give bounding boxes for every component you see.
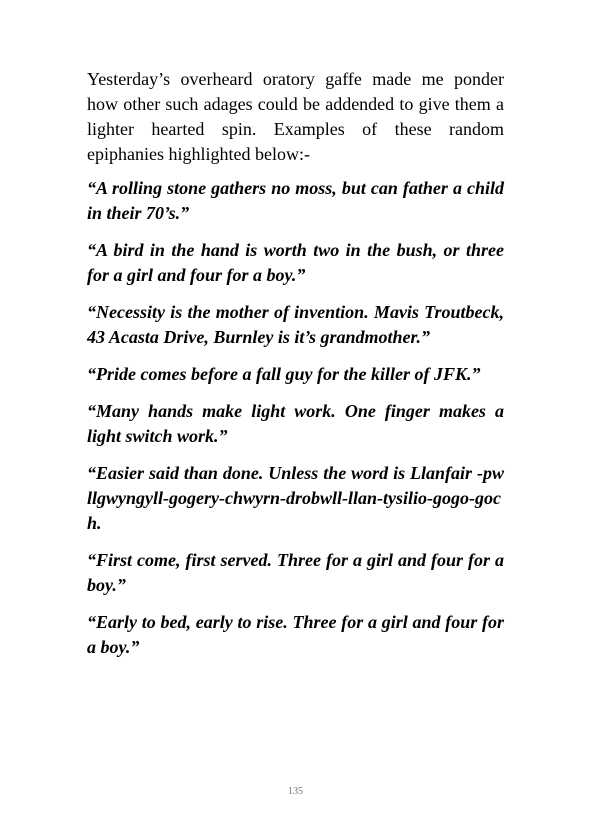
quote-easier-said: “Easier said than done. Unless the word is Llanfair -pwllgwyngyll-gogery-chwyrn-drobwll-llan-tysilio-gogo-goch. <box>87 463 504 533</box>
page-number: 135 <box>288 786 303 797</box>
quote-bird-in-hand: “A bird in the hand is worth two in the bush, or three for a girl and four for a boy.” <box>87 240 504 285</box>
quote-many-hands: “Many hands make light work. One finger makes a light switch work.” <box>87 401 504 446</box>
quote-pride: “Pride comes before a fall guy for the killer of JFK.” <box>87 364 481 384</box>
intro-paragraph: Yesterday’s overheard oratory gaffe made me ponder how other such adages could be addended to give them a lighter hearted spin. Examples of these random epiphanies highlighted below:- <box>87 69 504 164</box>
quote-first-come: “First come, first served. Three for a girl and four for a boy.” <box>87 550 504 595</box>
quote-rolling-stone: “A rolling stone gathers no moss, but can father a child in their 70’s.” <box>87 178 504 223</box>
page-body <box>87 67 504 672</box>
quote-early-to-bed: “Early to bed, early to rise. Three for a girl and four for a boy.” <box>87 612 504 657</box>
quote-necessity: “Necessity is the mother of invention. Mavis Troutbeck, 43 Acasta Drive, Burnley is it’s grandmother.” <box>87 302 504 347</box>
